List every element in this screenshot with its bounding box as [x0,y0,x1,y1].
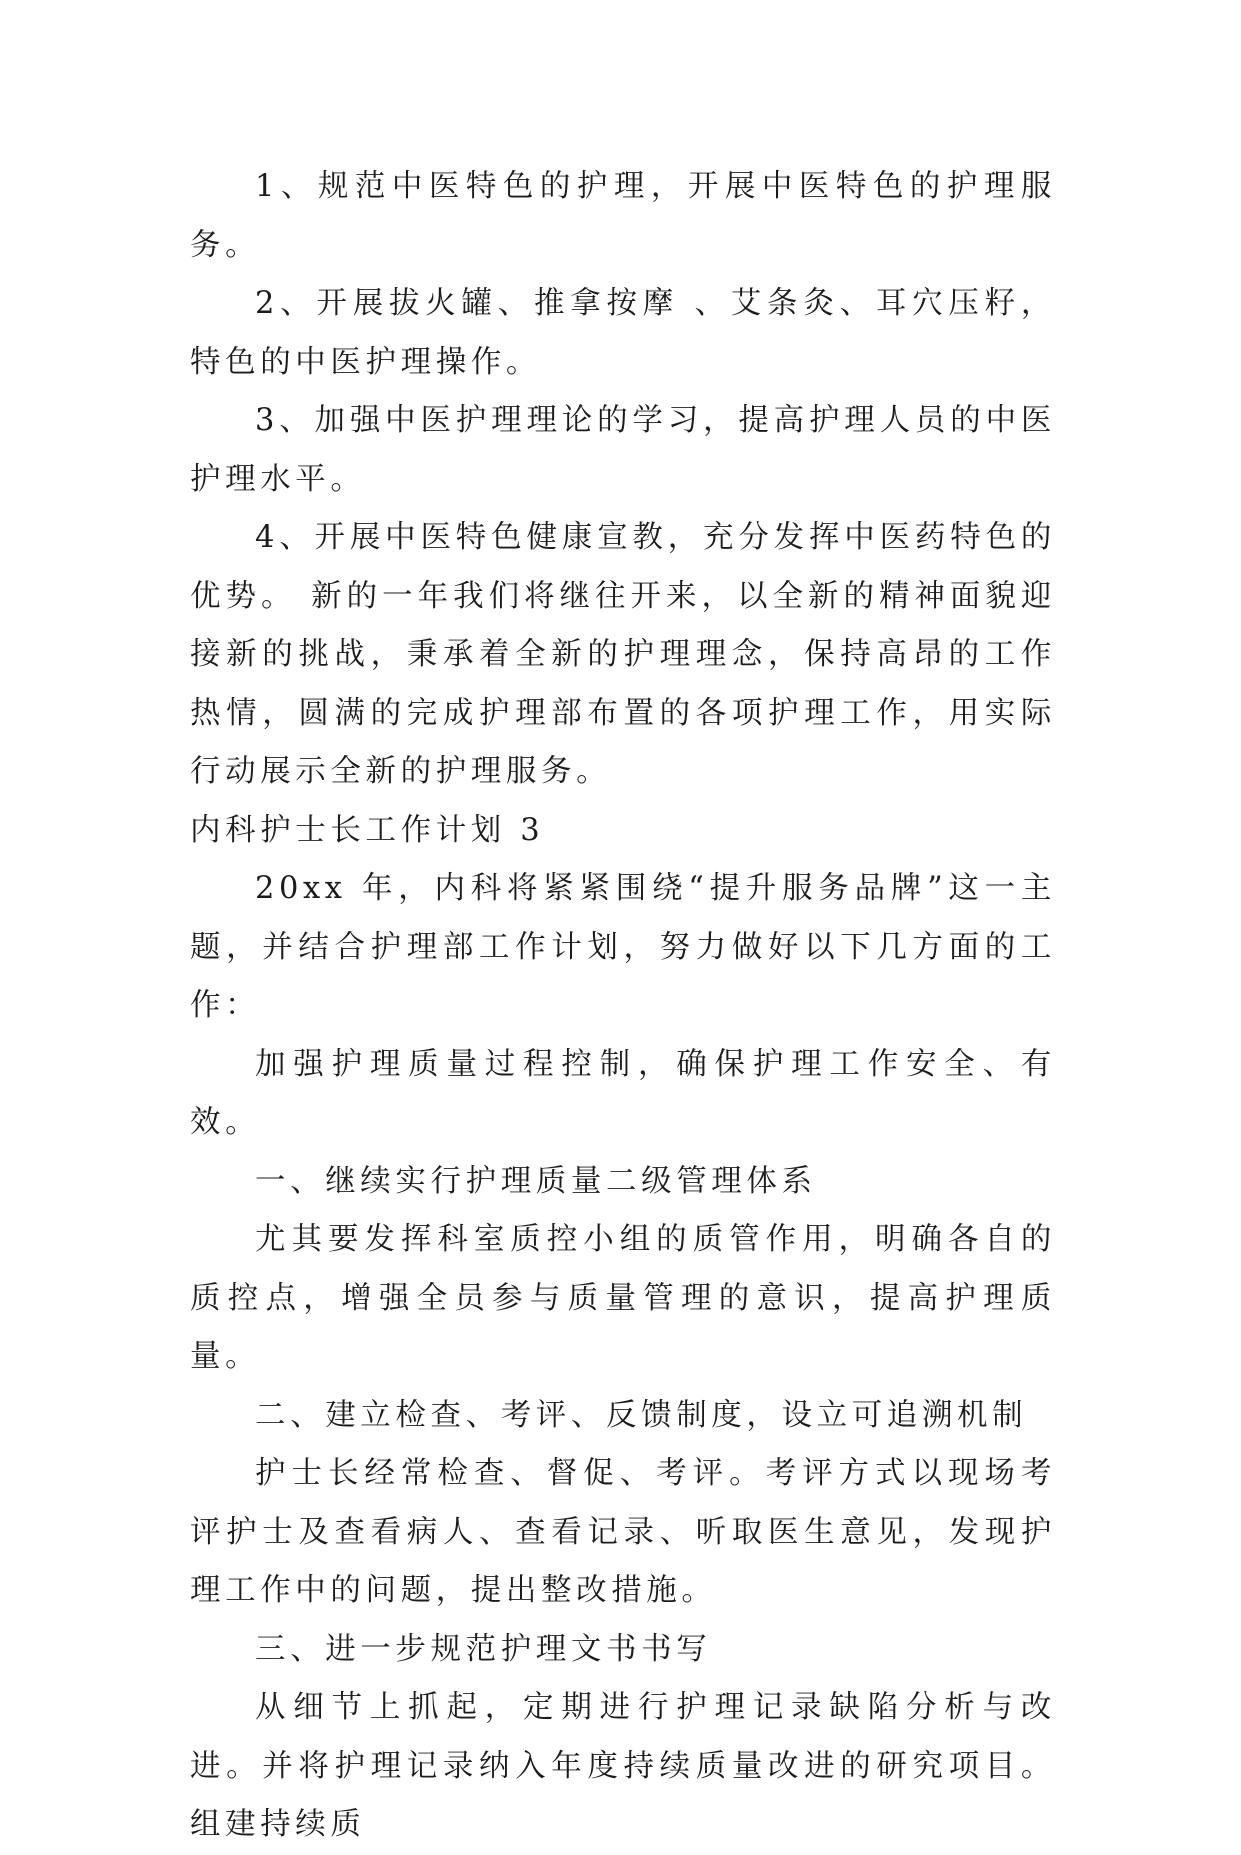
paragraph-item-2: 2、开展拔火罐、推拿按摩 、艾条灸、耳穴压籽，特色的中医护理操作。 [190,286,1056,380]
subheading-1-body: 尤其要发挥科室质控小组的质管作用，明确各自的质控点，增强全员参与质量管理的意识，提高护理质量。 [190,1222,1056,1374]
paragraph-item-4: 4、开展中医特色健康宣教，充分发挥中医药特色的优势。 新的一年我们将继往开来，以全新的精神面貌迎接新的挑战，秉承着全新的护理理念，保持高昂的工作热情，圆满的完成护理部布置的各项护理工作，用实际行动展示全新的护理服务。 [190,520,1056,789]
subheading-2: 二、建立检查、考评、反馈制度，设立可追溯机制 [255,1397,1028,1433]
subheading-3: 三、进一步规范护理文书书写 [255,1631,712,1667]
subheading-1: 一、继续实行护理质量二级管理体系 [255,1163,817,1199]
document-body [190,158,1056,1855]
subheading-2-body: 护士长经常检查、督促、考评。考评方式以现场考评护士及查看病人、查看记录、听取医生意见，发现护理工作中的问题，提出整改措施。 [190,1456,1056,1608]
intro-paragraph: 20xx 年，内科将紧紧围绕“提升服务品牌”这一主题，并结合护理部工作计划，努力做好以下几方面的工作： [190,871,1056,1023]
quality-control-paragraph: 加强护理质量过程控制，确保护理工作安全、有效。 [190,1046,1056,1140]
paragraph-item-3: 3、加强中医护理理论的学习，提高护理人员的中医护理水平。 [190,403,1056,497]
paragraph-item-1: 1、规范中医特色的护理，开展中医特色的护理服务。 [190,169,1056,263]
subheading-3-body: 从细节上抓起，定期进行护理记录缺陷分析与改进。并将护理记录纳入年度持续质量改进的研究项目。组建持续质 [190,1690,1056,1842]
section-heading: 内科护士长工作计划 3 [190,812,545,848]
